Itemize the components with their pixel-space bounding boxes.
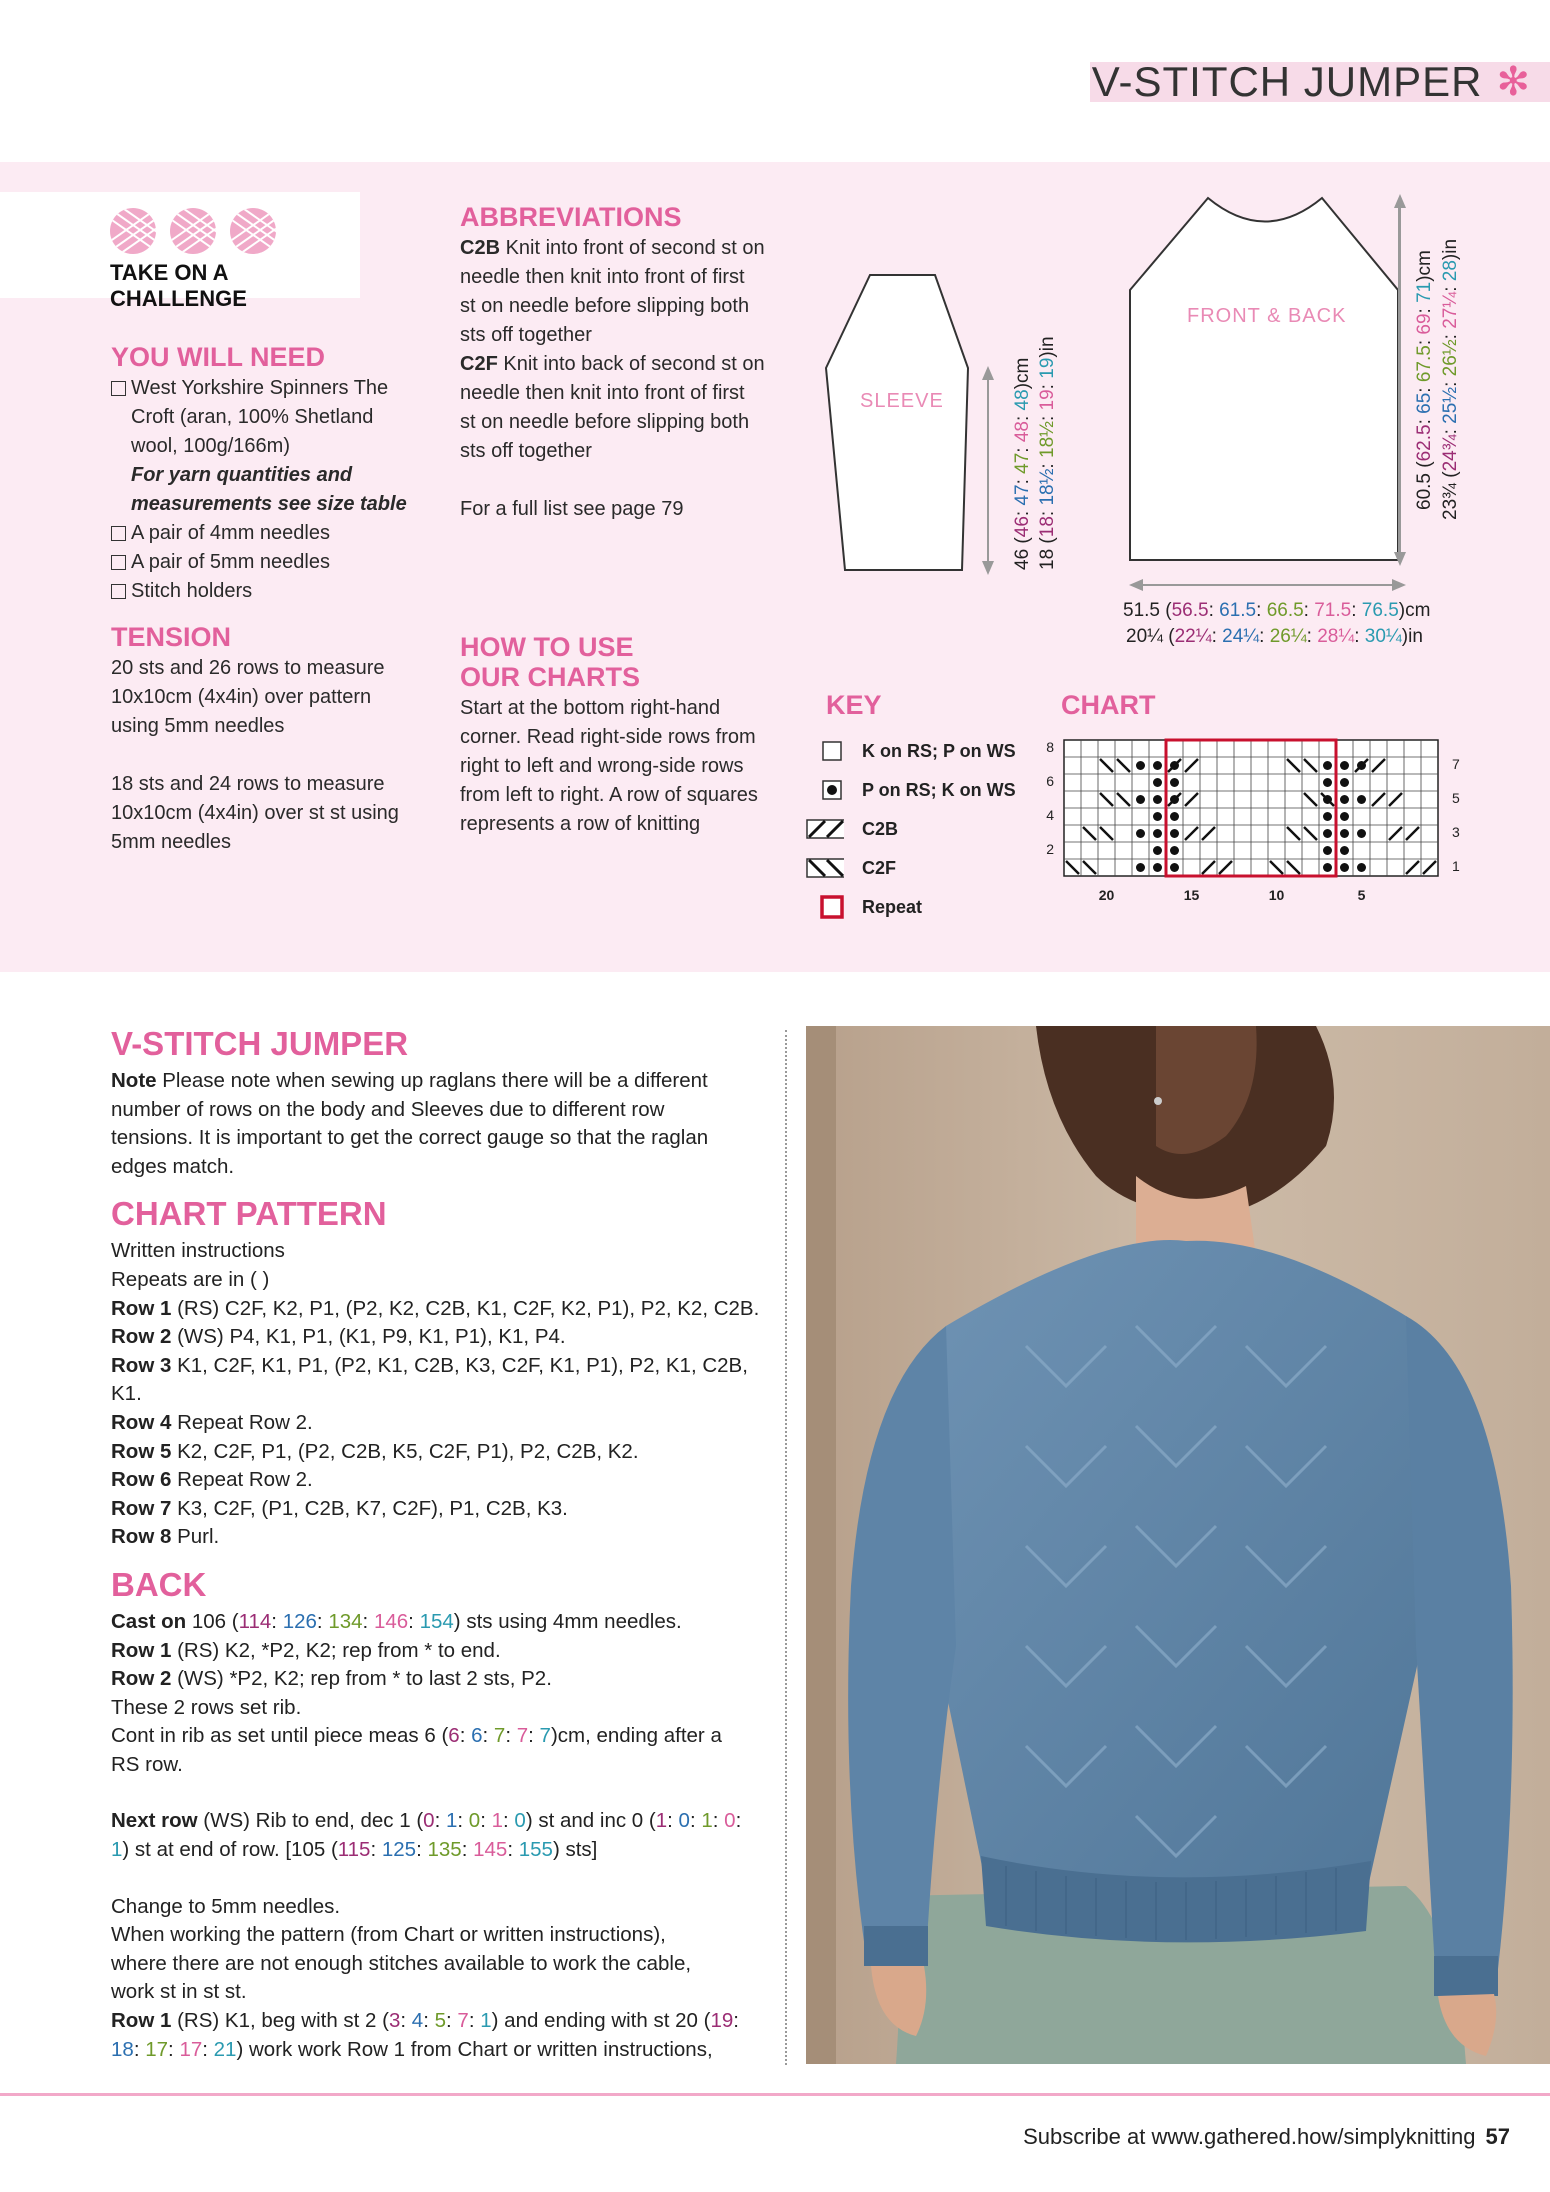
tension-line: using 5mm needles [111,715,285,737]
chart-purl-dot [1153,761,1162,770]
pattern-row: Row 4 Repeat Row 2. [111,1410,313,1434]
pattern-row: Row 1 (RS) K2, *P2, K2; rep from * to end. [111,1638,501,1662]
tension-line: 18 sts and 24 rows to measure [111,773,385,795]
key-label: K on RS; P on WS [862,740,1016,761]
sleeve-outline [826,275,968,570]
chart-purl-dot [1357,795,1366,804]
chart-purl-dot [1323,863,1332,872]
key-label: Repeat [862,896,923,917]
how-to-heading: HOW TO USE [460,632,634,662]
instruction-line: These 2 rows set rib. [111,1695,302,1719]
chart-purl-dot [1153,846,1162,855]
key-item-purl [820,779,1016,801]
chart-purl-dot [1136,795,1145,804]
pattern-row: Row 2 (WS) *P2, K2; rep from * to last 2 sts, P2. [111,1667,552,1691]
key-item-knit [820,740,1016,762]
instruction-line: 1) st at end of row. [105 (115: 125: 135: 145: 155) sts] [111,1838,598,1862]
pattern-row: Row 5 K2, C2F, P1, (P2, C2B, K5, C2F, P1), P2, C2B, K2. [111,1439,639,1463]
chart-purl-dot [1153,829,1162,838]
body-length-in: 23¾ (24¾: 25½: 26½: 27¼: 28)in [1440,238,1461,520]
abbrev-text: needle then knit into front of first [460,382,745,404]
chart-purl-dot [1170,846,1179,855]
chart-purl-dot [1136,761,1145,770]
chart-purl-dot [1340,761,1349,770]
chart-purl-dot [1340,795,1349,804]
yarn-note: measurements see size table [131,493,407,515]
chart-purl-dot [1323,812,1332,821]
chart-row-label: 3 [1452,824,1460,840]
chart-purl-dot [1170,863,1179,872]
chart-purl-dot [1170,778,1179,787]
chart-col-label: 20 [1098,887,1115,900]
abbrev-text: st on needle before slipping both [460,295,750,317]
pattern-row: Row 1 (RS) C2F, K2, P1, (P2, K2, C2B, K1, C2F, K2, P1), P2, K2, C2B. [111,1296,760,1320]
repeats-label: Repeats are in ( ) [111,1267,270,1291]
page-number: 57 [1485,2124,1510,2149]
checklist-label: A pair of 5mm needles [131,551,330,573]
how-to-line: represents a row of knitting [460,813,701,835]
abbrev-text: Knit into back of second st on [497,353,765,375]
body-width-cm: 51.5 (56.5: 61.5: 66.5: 71.5: 76.5)cm [1123,600,1431,621]
written-label: Written instructions [111,1239,285,1263]
chart-purl-dot [1323,778,1332,787]
back-heading: BACK [111,1565,207,1603]
pattern-row: Row 7 K3, C2F, (P1, C2B, K7, C2F), P1, C2B, K3. [111,1496,568,1520]
tension-line: 10x10cm (4x4in) over st st using [111,802,399,824]
chart-purl-dot [1153,795,1162,804]
chart-purl-dot [1357,829,1366,838]
chart-purl-dot [1340,778,1349,787]
pattern-instructions [111,1025,771,2064]
you-will-need-heading: YOU WILL NEED [111,342,326,372]
checklist-label: Stitch holders [131,580,253,602]
key-label: P on RS; K on WS [862,779,1016,800]
chart-row-label: 8 [1046,739,1054,755]
note-text: Please note when sewing up raglans there will be a different [156,1069,708,1092]
chart-purl-dot [1323,829,1332,838]
sleeve-length-in: 18 (18: 18½: 18½: 19: 19)in [1037,336,1058,570]
abbrev-text: st on needle before slipping both [460,411,750,433]
yarn-line: West Yorkshire Spinners The [131,377,389,399]
body-length-cm: 60.5 (62.5: 65: 67.5: 69: 71)cm [1414,250,1435,510]
sleeve-label: SLEEVE [860,390,944,412]
instruction-line: Next row (WS) Rib to end, dec 1 (0: 1: 0: 1: 0) st and inc 0 (1: 0: 1: 0: [111,1809,742,1833]
chart-purl-dot [1340,812,1349,821]
body-length-arrow [1385,190,1415,570]
yarn-note: For yarn quantities and [131,464,353,486]
chart-purl-dot [1323,761,1332,770]
chart-row-label: 5 [1452,790,1460,806]
yarn-line: Croft (aran, 100% Shetland [131,406,374,428]
instruction-line: RS row. [111,1752,183,1776]
front-back-outline [1130,198,1398,560]
chart-purl-dot [1340,846,1349,855]
chart-purl-dot [1357,863,1366,872]
chart-purl-dot [1153,778,1162,787]
full-list-note: For a full list see page 79 [460,498,684,520]
how-to-line: right to left and wrong-side rows [460,755,744,777]
key-item-c2f [820,857,896,879]
body-width-arrow [1125,570,1410,600]
key-label: C2F [862,857,897,878]
chart-purl-dot [1340,863,1349,872]
front-back-label: FRONT & BACK [1187,305,1347,327]
chart-col-label: 10 [1268,887,1285,900]
instruction-line: Cont in rib as set until piece meas 6 (6: 6: 7: 7: 7)cm, ending after a [111,1724,722,1748]
jumper-illustration [806,1026,1550,2064]
key-item-c2b [820,818,898,840]
chart-purl-dot [1153,812,1162,821]
jumper-photo [806,1026,1550,2064]
footer-rule [0,2093,1550,2096]
footer [1023,2124,1510,2150]
chart-purl-dot [1323,846,1332,855]
tension-heading: TENSION [111,622,232,652]
subscribe-link[interactable]: Subscribe at www.gathered.how/simplyknitting [1023,2124,1476,2149]
chart-purl-dot [1340,829,1349,838]
column-divider [785,1030,787,2065]
abbrev-term: C2F [460,353,498,375]
chart-row-label: 4 [1046,807,1054,823]
abbrev-text: sts off together [460,324,592,346]
chart-purl-dot [1136,863,1145,872]
pattern-row: Row 2 (WS) P4, K1, P1, (K1, P9, K1, P1), K1, P4. [111,1325,566,1349]
pattern-row: Row 3 K1, C2F, K1, P1, (P2, K1, C2B, K3, C2F, K1, P1), P2, K1, C2B, [111,1353,748,1377]
abbrev-text: sts off together [460,440,592,462]
flower-icon: ✻ [1496,60,1530,104]
instruction-line: Change to 5mm needles. [111,1894,341,1918]
challenge-label: TAKE ON A CHALLENGE [110,260,247,311]
yarn-line: wool, 100g/166m) [131,435,290,457]
chart-row-label: 1 [1452,858,1460,874]
knit-chart [1030,730,1470,900]
tension-line: 10x10cm (4x4in) over pattern [111,686,372,708]
abbrev-text: needle then knit into front of first [460,266,745,288]
chart-heading: CHART [1061,690,1156,720]
chart-col-label: 15 [1183,887,1200,900]
abbrev-term: C2B [460,237,501,259]
how-to-heading: OUR CHARTS [460,662,640,692]
chart-purl-dot [1170,812,1179,821]
sleeve-length-cm: 46 (46: 47: 47: 48: 48)cm [1012,357,1033,570]
instruction-line: Row 1 (RS) K1, beg with st 2 (3: 4: 5: 7: 1) and ending with st 20 (19: [111,2009,739,2033]
abbreviations-heading: ABBREVIATIONS [460,202,682,232]
instruction-line: where there are not enough stitches available to work the cable, [111,1951,692,1975]
chart-col-label: 5 [1357,887,1366,900]
key-heading: KEY [826,690,882,720]
tension-line: 20 sts and 26 rows to measure [111,657,385,679]
cast-on-line: Cast on 106 (114: 126: 134: 146: 154) sts using 4mm needles. [111,1609,682,1633]
chart-row-label: 6 [1046,773,1054,789]
note-text: tensions. It is important to get the correct gauge so that the raglan [111,1126,709,1150]
chart-pattern-heading: CHART PATTERN [111,1195,387,1233]
body-width-in: 20¼ (22¼: 24¼: 26¼: 28¼: 30¼)in [1126,626,1423,647]
checklist-label: A pair of 4mm needles [131,522,330,544]
pattern-row: Row 8 Purl. [111,1525,220,1549]
how-to-line: Start at the bottom right-hand [460,697,721,719]
header-title: V-STITCH JUMPER [1091,58,1483,105]
chart-purl-dot [1170,829,1179,838]
note-text: edges match. [111,1154,235,1178]
how-to-line: from left to right. A row of squares [460,784,758,806]
instruction-line: work st in st st. [111,1980,247,2004]
main-title: V-STITCH JUMPER [111,1025,409,1062]
how-to-line: corner. Read right-side rows from [460,726,756,748]
pattern-row: Row 6 Repeat Row 2. [111,1468,313,1492]
pattern-row: K1. [111,1382,142,1406]
chart-purl-dot [1153,863,1162,872]
instruction-line: 18: 17: 17: 21) work work Row 1 from Chart or written instructions, [111,2037,713,2061]
note-label: Note [111,1069,157,1092]
instruction-line: When working the pattern (from Chart or written instructions), [111,1923,666,1947]
tension-line: 5mm needles [111,831,232,853]
chart-row-label: 2 [1046,841,1054,857]
chart-row-label: 7 [1452,756,1460,772]
note-text: number of rows on the body and Sleeves due to different row [111,1097,665,1121]
key-item-repeat [820,896,922,918]
key-label: C2B [862,818,899,839]
abbrev-text: Knit into front of second st on [500,237,765,259]
chart-purl-dot [1136,829,1145,838]
